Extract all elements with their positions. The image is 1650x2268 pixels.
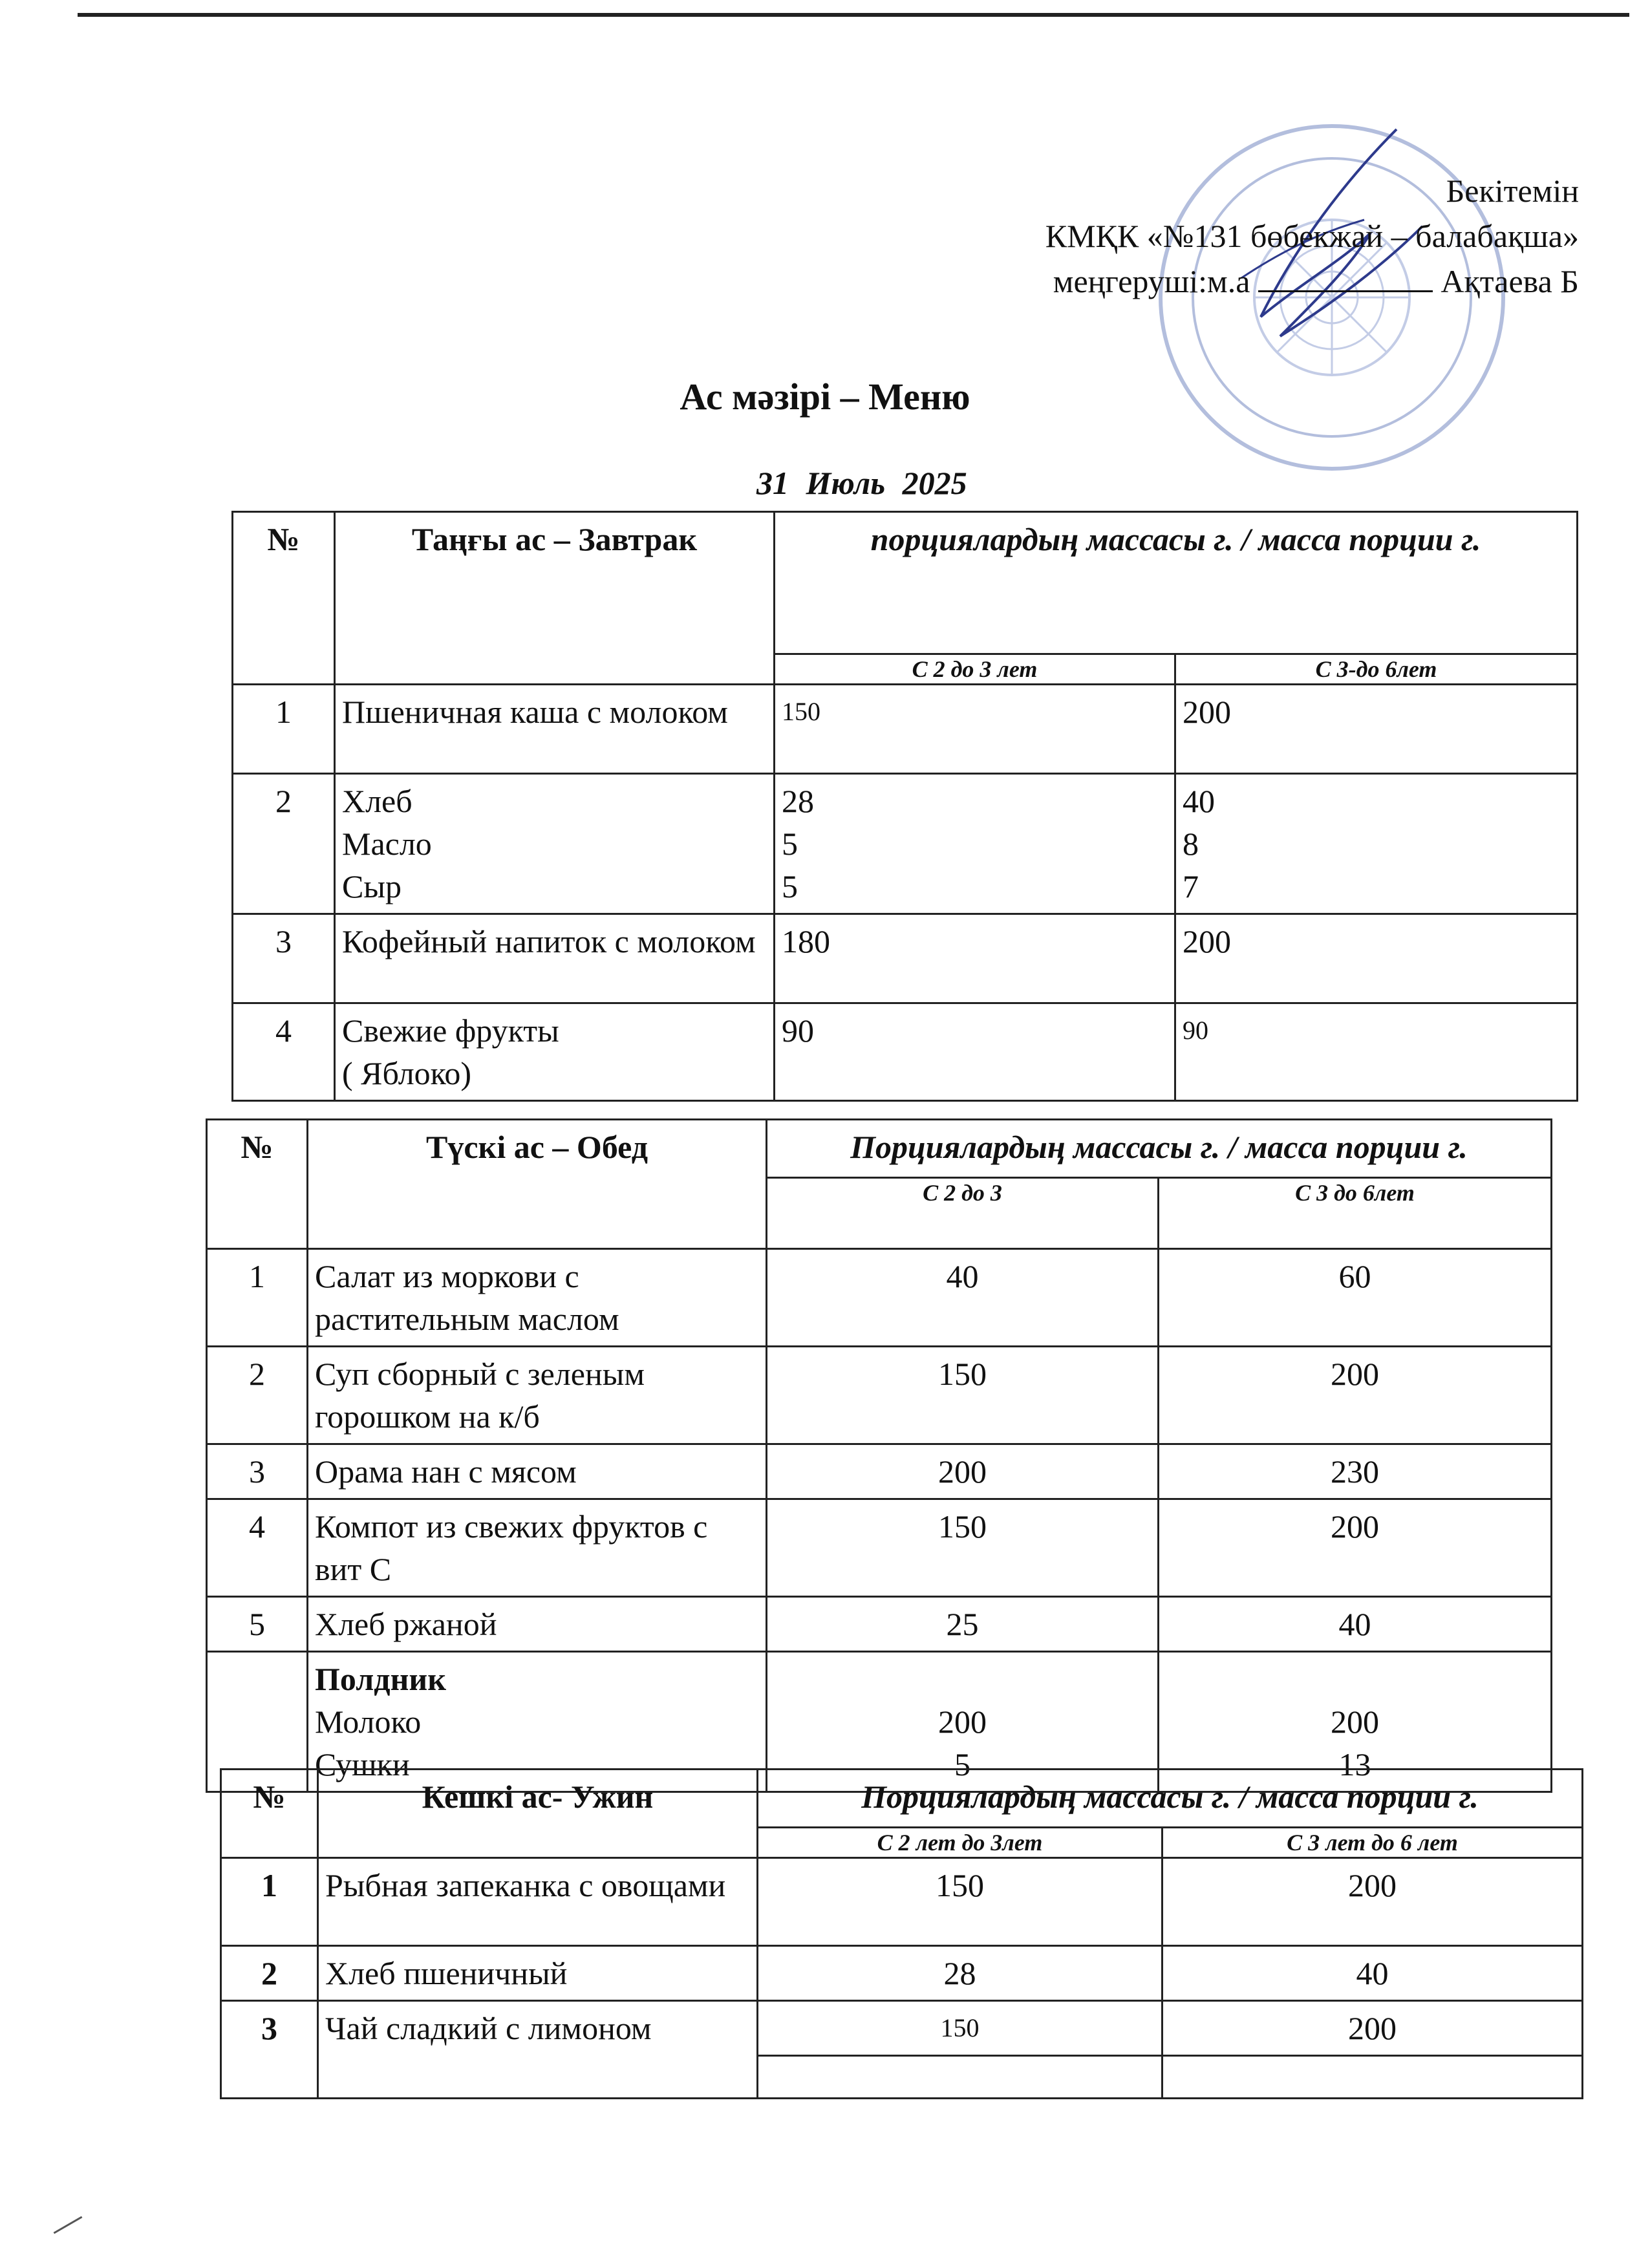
breakfast-age1-header: С 2 до 3 лет xyxy=(775,654,1175,685)
portion-2-3 xyxy=(775,774,1175,914)
dish-name: Хлеб ржаной xyxy=(308,1597,767,1652)
portion-2-3: 28 xyxy=(758,1946,1162,2001)
row-number: 3 xyxy=(233,914,335,1003)
table-row xyxy=(233,685,1578,774)
portion-3-6: 40 xyxy=(1159,1597,1552,1652)
dish-name: Чай сладкий с лимоном xyxy=(318,2001,758,2099)
dish-name: Салат из моркови с растительным маслом xyxy=(308,1249,767,1347)
dish-name: Суп сборный с зеленым горошком на к/б xyxy=(308,1347,767,1444)
portion-line: 200 xyxy=(1331,1704,1379,1740)
dish-line: Сушки xyxy=(315,1746,410,1782)
table-row xyxy=(221,2001,1583,2056)
table-row xyxy=(233,1003,1578,1101)
dish-name: Кофейный напиток с молоком xyxy=(335,914,775,1003)
portion-3-6: 200 xyxy=(1175,685,1578,774)
row-number: 1 xyxy=(207,1249,308,1347)
dish-name xyxy=(335,1003,775,1101)
portion-2-3: 90 xyxy=(775,1003,1175,1101)
portion-3-6 xyxy=(1175,774,1578,914)
portion-2-3: 150 xyxy=(758,2001,1162,2056)
dish-name: Пшеничная каша с молоком xyxy=(335,685,775,774)
portion-line: 28 xyxy=(782,783,814,819)
approval-organization: КМҚК «№131 бөбекжай – балабақша» xyxy=(1045,218,1579,254)
dish-line: Свежие фрукты xyxy=(342,1012,559,1049)
scan-mark xyxy=(54,2216,83,2234)
portion-3-6: 60 xyxy=(1159,1249,1552,1347)
breakfast-meal-header: Таңғы ас – Завтрак xyxy=(335,512,775,685)
row-number: 2 xyxy=(233,774,335,914)
portion-2-3: 200 xyxy=(767,1444,1159,1499)
table-row xyxy=(233,774,1578,914)
table-row xyxy=(233,914,1578,1003)
dinner-meal-header: Кешкі ас- Ужин xyxy=(318,1770,758,1858)
portion-line: 7 xyxy=(1183,868,1199,904)
approval-block xyxy=(1045,168,1579,304)
approval-head-line xyxy=(1045,259,1579,304)
approval-title: Бекітемін xyxy=(1446,173,1579,209)
portion-2-3: 150 xyxy=(767,1347,1159,1444)
table-row xyxy=(207,1347,1552,1444)
lunch-mass-header: Порциялардың массасы г. / масса порции г. xyxy=(767,1120,1552,1178)
portion-2-3: 180 xyxy=(775,914,1175,1003)
dish-line: Молоко xyxy=(315,1704,422,1740)
portion-3-6: 200 xyxy=(1175,914,1578,1003)
row-number: 4 xyxy=(233,1003,335,1101)
snack-title: Полдник xyxy=(315,1661,447,1697)
portion-line: 40 xyxy=(1183,783,1215,819)
page-title: Ас мәзірі – Меню xyxy=(680,376,970,418)
lunch-num-header: № xyxy=(207,1120,308,1249)
dinner-mass-header: Порциялардың массасы г. / масса порции г. xyxy=(758,1770,1583,1828)
top-scan-border xyxy=(78,13,1629,17)
portion-2-3: 150 xyxy=(775,685,1175,774)
table-row xyxy=(207,1249,1552,1347)
breakfast-num-header: № xyxy=(233,512,335,685)
row-number: 2 xyxy=(221,1946,318,2001)
portion-line: 8 xyxy=(1183,826,1199,862)
row-number: 4 xyxy=(207,1499,308,1597)
breakfast-age2-header: С 3-до 6лет xyxy=(1175,654,1578,685)
lunch-age1-header: С 2 до 3 xyxy=(767,1178,1159,1249)
dish-name: Хлеб пшеничный xyxy=(318,1946,758,2001)
row-number: 1 xyxy=(221,1858,318,1946)
approval-head-prefix: меңгеруші:м.а xyxy=(1053,263,1250,299)
dinner-age2-header: С 3 лет до 6 лет xyxy=(1162,1828,1583,1858)
portion-line: 5 xyxy=(782,826,798,862)
portion-2-3: 40 xyxy=(767,1249,1159,1347)
dish-name: Рыбная запеканка с овощами xyxy=(318,1858,758,1946)
dish-line: Сыр xyxy=(342,868,402,904)
approval-head-name: Ақтаева Б xyxy=(1441,263,1579,299)
lunch-table xyxy=(206,1118,1552,1793)
table-row xyxy=(221,1858,1583,1946)
portion-line: 5 xyxy=(954,1746,970,1782)
table-row xyxy=(207,1444,1552,1499)
breakfast-mass-header: порциялардың массасы г. / масса порции г. xyxy=(775,512,1578,654)
portion-2-3: 150 xyxy=(758,1858,1162,1946)
empty-cell xyxy=(1162,2056,1583,2099)
dish-name: Компот из свежих фруктов с вит С xyxy=(308,1499,767,1597)
portion-3-6: 40 xyxy=(1162,1946,1583,2001)
portion-3-6: 200 xyxy=(1159,1347,1552,1444)
lunch-meal-header: Түскі ас – Обед xyxy=(308,1120,767,1249)
empty-cell xyxy=(758,2056,1162,2099)
row-number: 3 xyxy=(221,2001,318,2099)
portion-3-6: 230 xyxy=(1159,1444,1552,1499)
row-number: 5 xyxy=(207,1597,308,1652)
portion-2-3: 25 xyxy=(767,1597,1159,1652)
portion-3-6: 200 xyxy=(1162,2001,1583,2056)
dinner-age1-header: С 2 лет до 3лет xyxy=(758,1828,1162,1858)
signature-blank xyxy=(1258,262,1433,292)
row-number: 2 xyxy=(207,1347,308,1444)
dish-name xyxy=(335,774,775,914)
table-row xyxy=(207,1597,1552,1652)
row-number: 1 xyxy=(233,685,335,774)
portion-3-6: 200 xyxy=(1162,1858,1583,1946)
portion-line: 5 xyxy=(782,868,798,904)
portion-3-6: 90 xyxy=(1175,1003,1578,1101)
table-row xyxy=(207,1499,1552,1597)
dish-line: Хлеб xyxy=(342,783,412,819)
dish-line: Масло xyxy=(342,826,432,862)
row-number: 3 xyxy=(207,1444,308,1499)
breakfast-table xyxy=(231,511,1578,1102)
dinner-num-header: № xyxy=(221,1770,318,1858)
dish-name: Орама нан с мясом xyxy=(308,1444,767,1499)
table-row xyxy=(221,1946,1583,2001)
portion-2-3: 150 xyxy=(767,1499,1159,1597)
dish-line: ( Яблоко) xyxy=(342,1055,472,1091)
menu-date: 31 Июль 2025 xyxy=(756,465,967,501)
portion-line: 200 xyxy=(938,1704,987,1740)
lunch-age2-header: С 3 до 6лет xyxy=(1159,1178,1552,1249)
dinner-table xyxy=(220,1768,1583,2099)
portion-3-6: 200 xyxy=(1159,1499,1552,1597)
portion-line: 13 xyxy=(1338,1746,1371,1782)
